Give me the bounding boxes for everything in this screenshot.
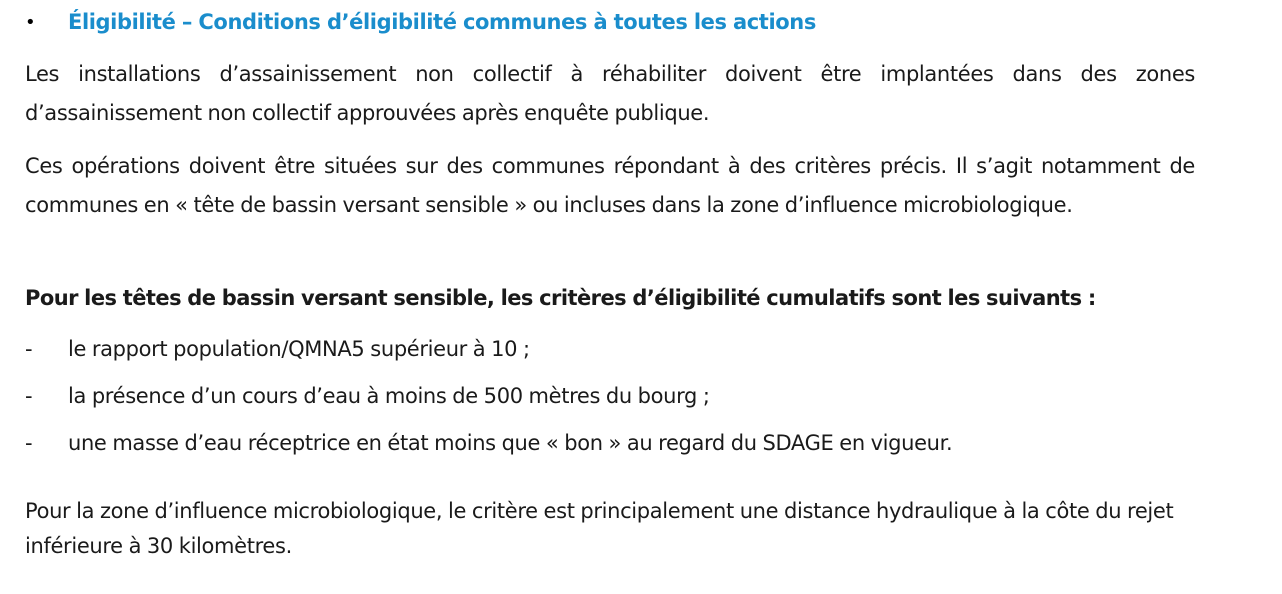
- criteria-item-text: le rapport population/QMNA5 supérieur à 10 ;: [68, 337, 530, 361]
- section-title: Éligibilité – Conditions d’éligibilité communes à toutes les actions: [68, 10, 816, 34]
- paragraph-installations: Les installations d’assainissement non collectif à réhabiliter doivent être implantées dans des zones d’assainissement non collectif approuvées après enquête publique.: [25, 62, 1195, 125]
- paragraph-microbiological-zone: Pour la zone d’influence microbiologique, le critère est principalement une distance hydraulique à la côte du rejet inférieure à 30 kilomètres.: [25, 499, 1174, 558]
- section-heading: [25, 10, 1195, 34]
- dash-marker-icon: -: [25, 384, 33, 408]
- bullet-icon: •: [25, 11, 36, 33]
- criteria-item-text: la présence d’un cours d’eau à moins de 500 mètres du bourg ;: [68, 384, 710, 408]
- dash-marker-icon: -: [25, 337, 33, 361]
- dash-marker-icon: -: [25, 431, 33, 455]
- criteria-list-item: [25, 431, 1195, 455]
- criteria-list-item: [25, 337, 1195, 361]
- criteria-item-text: une masse d’eau réceptrice en état moins que « bon » au regard du SDAGE en vigueur.: [68, 431, 953, 455]
- paragraph-operations: Ces opérations doivent être situées sur des communes répondant à des critères précis. Il s’agit notamment de communes en « tête de bassin versant sensible » ou incluses dans la zone d’influence microbiologique.: [25, 154, 1195, 217]
- paragraph-criteria-intro: Pour les têtes de bassin versant sensible, les critères d’éligibilité cumulatifs sont les suivants :: [25, 286, 1096, 310]
- criteria-list-item: [25, 384, 1195, 408]
